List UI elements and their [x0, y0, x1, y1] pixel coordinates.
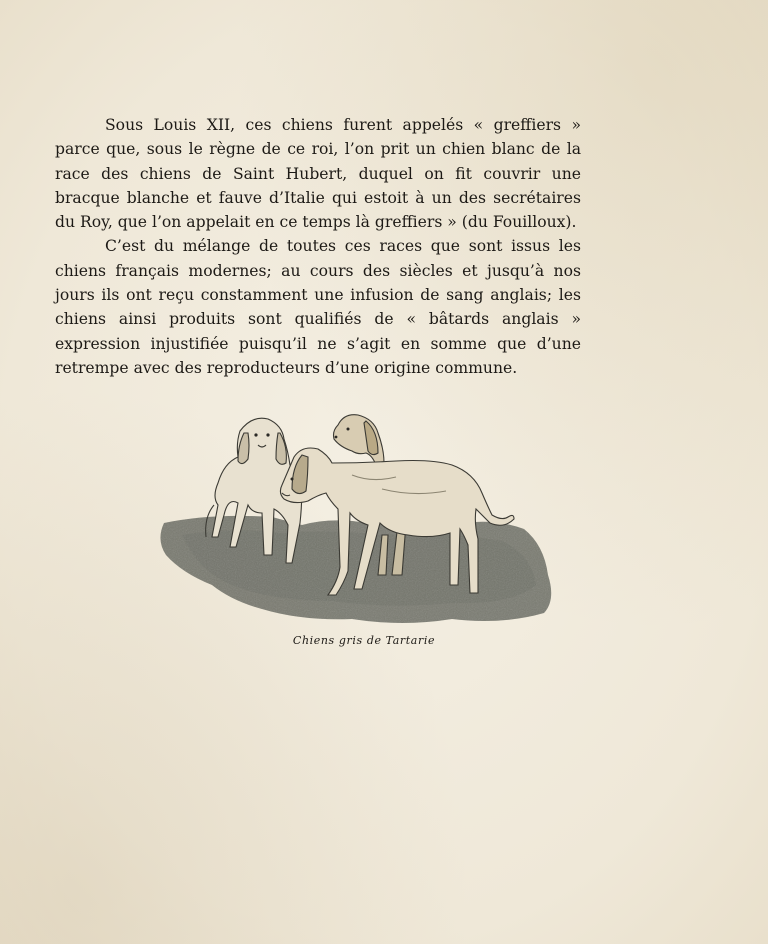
body-text — [55, 113, 581, 380]
illustration-caption: Chiens gris de Tartarie — [292, 634, 436, 647]
paragraph-2: C’est du mélange de toutes ces races que sont issus les chiens français modernes; au cours des siècles et jusqu’à nos jours ils ont reçu constamment une infusion de sang anglais; les chiens ainsi produits sont qualifiés de « bâtards anglais » expression injustifiée puisqu’il ne s’agit en somme que d’une retrempe avec des reproducteurs d’une origine commune. — [55, 237, 581, 377]
dogs-illustration — [152, 405, 564, 627]
paragraph-1: Sous Louis XII, ces chiens furent appelés « greffiers » parce que, sous le règne de ce roi, l’on prit un chien blanc de la race des chiens de Saint Hubert, duquel on fit couvrir une bracque blanche et fauve d’Italie qui estoit à un des secrétaires du Roy, que l’on appelait en ce temps là greffiers » (du Fouilloux). — [55, 116, 581, 232]
